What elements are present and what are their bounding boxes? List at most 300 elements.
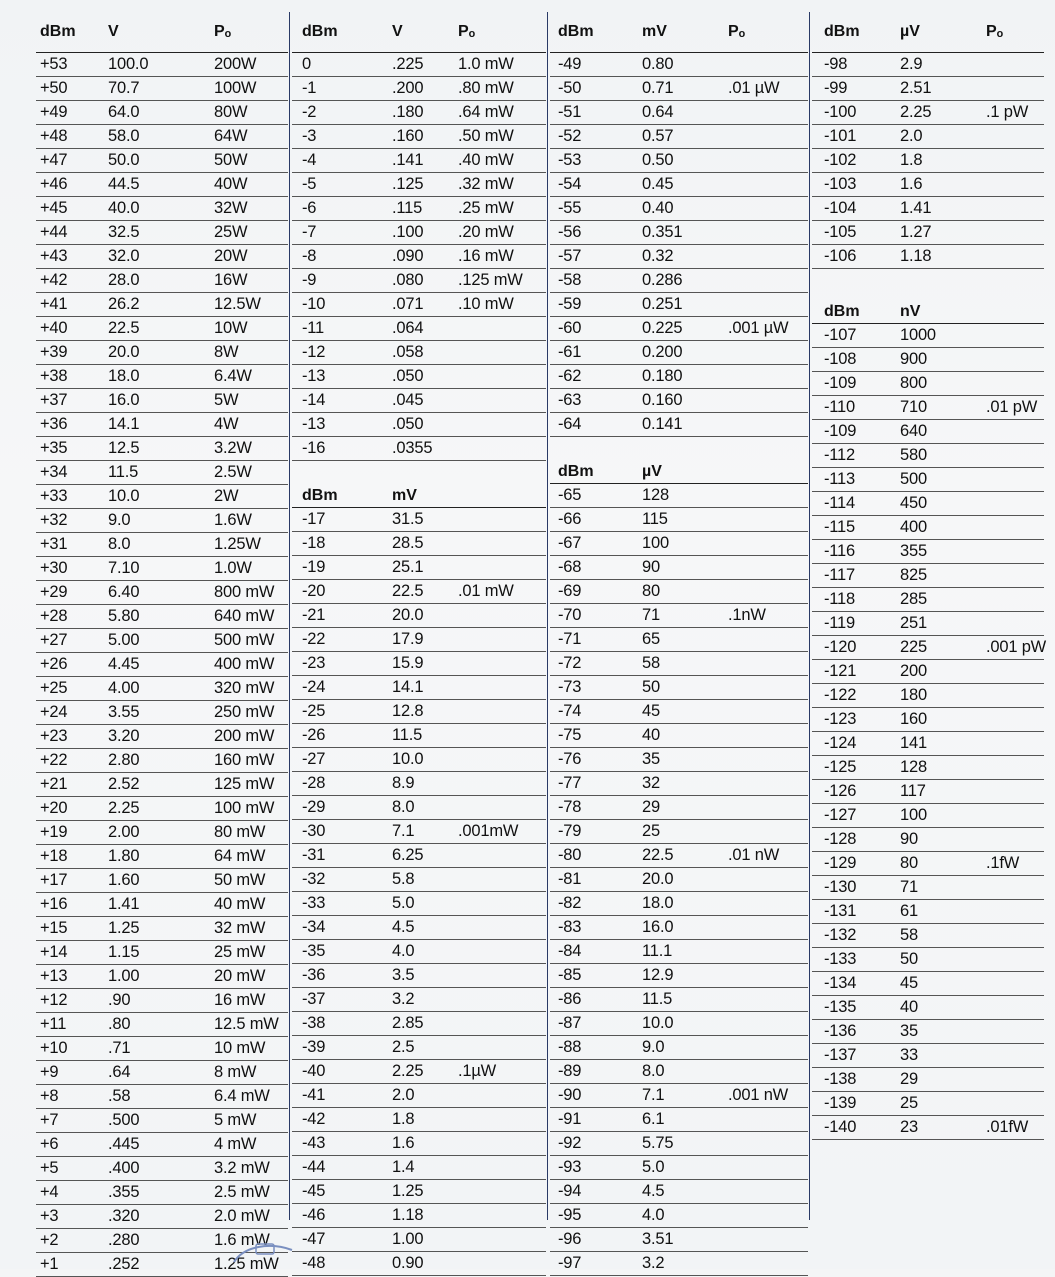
- voltage-cell: .115: [392, 199, 423, 217]
- voltage-cell: 580: [900, 446, 927, 464]
- dbm-cell: +19: [40, 823, 68, 841]
- voltage-cell: 0.80: [642, 55, 674, 73]
- voltage-cell: 5.75: [642, 1134, 674, 1152]
- voltage-header: mV: [642, 23, 667, 40]
- table-row: [36, 437, 288, 461]
- table-row: [292, 940, 546, 964]
- power-cell: 5 mW: [214, 1111, 257, 1129]
- table-row: [550, 844, 808, 868]
- dbm-header: dBm: [302, 487, 338, 504]
- voltage-cell: 14.1: [392, 678, 424, 696]
- table-row: [812, 900, 1044, 924]
- dbm-cell: +9: [40, 1063, 59, 1081]
- table-subheader: [550, 460, 808, 484]
- dbm-cell: +53: [40, 55, 68, 73]
- table-row: [292, 77, 546, 101]
- voltage-cell: 1.00: [392, 1230, 424, 1248]
- dbm-cell: -116: [824, 542, 855, 560]
- power-cell: 1.0W: [214, 559, 252, 577]
- table-row: [550, 1084, 808, 1108]
- voltage-cell: 29: [642, 798, 660, 816]
- voltage-header: nV: [900, 303, 921, 320]
- table-row: [550, 652, 808, 676]
- table-row: [292, 1180, 546, 1204]
- dbm-cell: -113: [824, 470, 855, 488]
- table-row: [812, 53, 1044, 77]
- dbm-header: dBm: [824, 23, 860, 40]
- voltage-cell: 35: [642, 750, 660, 768]
- dbm-cell: +34: [40, 463, 68, 481]
- voltage-cell: 71: [900, 878, 918, 896]
- dbm-cell: +11: [40, 1015, 67, 1033]
- table-row: [550, 892, 808, 916]
- voltage-cell: 58.0: [108, 127, 140, 145]
- table-header: [550, 14, 808, 53]
- power-header: Pₒ: [458, 23, 476, 40]
- dbm-cell: -42: [302, 1110, 326, 1128]
- dbm-cell: -81: [558, 870, 582, 888]
- table-row: [550, 245, 808, 269]
- voltage-cell: 15.9: [392, 654, 424, 672]
- dbm-cell: +36: [40, 415, 68, 433]
- dbm-header: dBm: [302, 23, 338, 40]
- dbm-cell: -96: [558, 1230, 582, 1248]
- voltage-cell: 2.25: [900, 103, 932, 121]
- table-row: [36, 1205, 288, 1229]
- dbm-cell: -65: [558, 486, 582, 504]
- column-divider-1: [289, 12, 290, 1220]
- table-row: [812, 636, 1047, 660]
- power-cell: 200 mW: [214, 727, 275, 745]
- table-row: [36, 269, 288, 293]
- dbm-cell: -133: [824, 950, 857, 968]
- dbm-cell: -23: [302, 654, 326, 672]
- table-row: [812, 804, 1044, 828]
- table-row: [292, 868, 546, 892]
- dbm-cell: -115: [824, 518, 855, 536]
- dbm-cell: -54: [558, 175, 582, 193]
- dbm-cell: +29: [40, 583, 68, 601]
- table-row: [550, 820, 808, 844]
- power-cell: 3.2 mW: [214, 1159, 270, 1177]
- voltage-cell: 28.5: [392, 534, 424, 552]
- power-cell: 64 mW: [214, 847, 266, 865]
- table-row: [550, 1108, 808, 1132]
- table-row: [812, 756, 1044, 780]
- power-cell: 80 mW: [214, 823, 266, 841]
- table-row: [812, 468, 1044, 492]
- table-row: [36, 485, 288, 509]
- dbm-cell: -103: [824, 175, 857, 193]
- voltage-cell: 1.27: [900, 223, 932, 241]
- voltage-cell: 640: [900, 422, 927, 440]
- dbm-cell: -24: [302, 678, 326, 696]
- voltage-cell: 0.57: [642, 127, 674, 145]
- table-row: [36, 869, 288, 893]
- voltage-cell: 31.5: [392, 510, 424, 528]
- voltage-cell: 8.0: [392, 798, 415, 816]
- dbm-cell: -98: [824, 55, 848, 73]
- dbm-cell: -132: [824, 926, 857, 944]
- printed-logo-icon: [230, 1236, 300, 1271]
- table-header: [292, 14, 546, 53]
- voltage-cell: 0.45: [642, 175, 674, 193]
- power-cell: 40 mW: [214, 895, 266, 913]
- table-row: [812, 492, 1044, 516]
- dbm-cell: -32: [302, 870, 326, 888]
- power-cell: 25W: [214, 223, 248, 241]
- voltage-cell: 16.0: [642, 918, 674, 936]
- power-cell: .01 nW: [728, 846, 780, 864]
- power-cell: 4W: [214, 415, 239, 433]
- voltage-cell: 3.51: [642, 1230, 674, 1248]
- voltage-cell: 450: [900, 494, 927, 512]
- table-row: [292, 820, 546, 844]
- power-cell: .40 mW: [458, 151, 514, 169]
- voltage-cell: 9.0: [108, 511, 131, 529]
- power-cell: 12.5 mW: [214, 1015, 279, 1033]
- table-row: [550, 772, 808, 796]
- power-cell: 25 mW: [214, 943, 266, 961]
- table-row: [292, 604, 546, 628]
- dbm-cell: -9: [302, 271, 317, 289]
- power-cell: 1.25W: [214, 535, 261, 553]
- dbm-cell: -21: [302, 606, 326, 624]
- voltage-cell: .045: [392, 391, 424, 409]
- voltage-cell: 100: [642, 534, 669, 552]
- table-row: [36, 629, 288, 653]
- voltage-cell: 64.0: [108, 103, 140, 121]
- dbm-cell: +13: [40, 967, 68, 985]
- power-cell: .32 mW: [458, 175, 514, 193]
- dbm-cell: -56: [558, 223, 582, 241]
- table-row: [36, 197, 288, 221]
- dbm-cell: -3: [302, 127, 317, 145]
- table-row: [36, 245, 288, 269]
- voltage-header: µV: [900, 23, 920, 40]
- voltage-cell: 285: [900, 590, 927, 608]
- voltage-cell: 2.52: [108, 775, 140, 793]
- dbm-cell: +26: [40, 655, 68, 673]
- table-row: [812, 125, 1044, 149]
- table-section-1: [36, 14, 288, 1277]
- table-row: [812, 101, 1044, 125]
- voltage-cell: .64: [108, 1063, 131, 1081]
- table-row: [550, 796, 808, 820]
- table-row: [36, 797, 288, 821]
- table-row: [292, 365, 546, 389]
- dbm-cell: -101: [824, 127, 857, 145]
- power-cell: 500 mW: [214, 631, 275, 649]
- table-row: [36, 1037, 288, 1061]
- dbm-cell: -84: [558, 942, 582, 960]
- power-cell: 20 mW: [214, 967, 266, 985]
- dbm-cell: +20: [40, 799, 68, 817]
- voltage-cell: 32.0: [108, 247, 140, 265]
- table-row: [812, 221, 1044, 245]
- table-row: [36, 1085, 288, 1109]
- power-cell: 10W: [214, 319, 248, 337]
- power-cell: 400 mW: [214, 655, 275, 673]
- voltage-cell: 6.40: [108, 583, 140, 601]
- table-row: [812, 149, 1044, 173]
- voltage-cell: 90: [642, 558, 660, 576]
- table-row: [292, 1036, 546, 1060]
- voltage-cell: 3.2: [642, 1254, 665, 1272]
- table-row: [550, 173, 808, 197]
- dbm-cell: +5: [40, 1159, 59, 1177]
- voltage-cell: .80: [108, 1015, 131, 1033]
- voltage-cell: 117: [900, 782, 926, 800]
- dbm-cell: -91: [558, 1110, 582, 1128]
- table-section-3: [550, 14, 808, 1276]
- table-row: [550, 269, 808, 293]
- dbm-cell: -25: [302, 702, 326, 720]
- table-row: [36, 773, 288, 797]
- table-row: [292, 700, 546, 724]
- voltage-cell: 1.41: [108, 895, 140, 913]
- dbm-cell: -2: [302, 103, 317, 121]
- table-row: [292, 1084, 546, 1108]
- table-row: [550, 1180, 808, 1204]
- voltage-cell: .058: [392, 343, 424, 361]
- dbm-cell: -118: [824, 590, 855, 608]
- dbm-cell: +15: [40, 919, 68, 937]
- table-row: [36, 941, 288, 965]
- table-row: [550, 221, 808, 245]
- dbm-cell: -71: [558, 630, 582, 648]
- voltage-header: mV: [392, 487, 417, 504]
- voltage-cell: 22.5: [392, 582, 424, 600]
- section-spacer: [812, 269, 1044, 300]
- voltage-cell: 160: [900, 710, 927, 728]
- dbm-cell: +22: [40, 751, 68, 769]
- table-row: [812, 77, 1044, 101]
- table-row: [550, 556, 808, 580]
- power-cell: .10 mW: [458, 295, 514, 313]
- table-row: [812, 732, 1044, 756]
- voltage-cell: 6.1: [642, 1110, 665, 1128]
- dbm-cell: +12: [40, 991, 68, 1009]
- dbm-cell: +18: [40, 847, 68, 865]
- table-row: [550, 916, 808, 940]
- voltage-cell: 65: [642, 630, 660, 648]
- voltage-cell: 40: [900, 998, 918, 1016]
- table-row: [36, 533, 288, 557]
- table-row: [36, 461, 288, 485]
- power-cell: 32 mW: [214, 919, 266, 937]
- dbm-header: dBm: [824, 303, 860, 320]
- power-cell: 640 mW: [214, 607, 275, 625]
- table-row: [812, 197, 1044, 221]
- voltage-cell: 4.00: [108, 679, 140, 697]
- voltage-cell: 1.15: [108, 943, 140, 961]
- table-row: [812, 876, 1044, 900]
- power-cell: .1µW: [458, 1062, 497, 1080]
- voltage-cell: .400: [108, 1159, 140, 1177]
- dbm-cell: +25: [40, 679, 68, 697]
- table-row: [550, 341, 808, 365]
- table-row: [812, 828, 1044, 852]
- dbm-cell: -104: [824, 199, 857, 217]
- voltage-cell: 0.286: [642, 271, 683, 289]
- voltage-cell: 8.0: [108, 535, 131, 553]
- power-cell: 200W: [214, 55, 257, 73]
- voltage-cell: 1.8: [900, 151, 923, 169]
- voltage-cell: 0.160: [642, 391, 683, 409]
- section-spacer: [550, 437, 808, 460]
- dbm-cell: -22: [302, 630, 326, 648]
- table-row: [812, 924, 1044, 948]
- voltage-cell: 500: [900, 470, 927, 488]
- table-row: [550, 628, 808, 652]
- voltage-cell: 225: [900, 638, 927, 656]
- table-row: [812, 324, 1044, 348]
- voltage-cell: .100: [392, 223, 424, 241]
- dbm-cell: -72: [558, 654, 582, 672]
- dbm-cell: -79: [558, 822, 582, 840]
- table-row: [292, 149, 546, 173]
- table-header: [36, 14, 288, 53]
- voltage-cell: 4.5: [392, 918, 415, 936]
- dbm-cell: +47: [40, 151, 68, 169]
- voltage-cell: 8.0: [642, 1062, 665, 1080]
- voltage-cell: .355: [108, 1183, 140, 1201]
- dbm-cell: -78: [558, 798, 582, 816]
- voltage-cell: 44.5: [108, 175, 140, 193]
- voltage-cell: 0.71: [642, 79, 674, 97]
- voltage-cell: 128: [642, 486, 669, 504]
- dbm-cell: -38: [302, 1014, 326, 1032]
- voltage-cell: 18.0: [108, 367, 140, 385]
- voltage-cell: 1.8: [392, 1110, 415, 1128]
- power-cell: 160 mW: [214, 751, 275, 769]
- dbm-cell: -100: [824, 103, 857, 121]
- voltage-cell: 2.9: [900, 55, 923, 73]
- voltage-cell: 22.5: [108, 319, 140, 337]
- dbm-cell: -28: [302, 774, 326, 792]
- voltage-cell: 33: [900, 1046, 918, 1064]
- table-row: [292, 1132, 546, 1156]
- table-row: [36, 101, 288, 125]
- dbm-cell: -95: [558, 1206, 582, 1224]
- dbm-cell: +8: [40, 1087, 59, 1105]
- dbm-cell: -13: [302, 367, 326, 385]
- voltage-cell: .080: [392, 271, 424, 289]
- voltage-cell: 9.0: [642, 1038, 665, 1056]
- voltage-cell: 0.64: [642, 103, 674, 121]
- dbm-cell: -39: [302, 1038, 326, 1056]
- voltage-cell: 45: [642, 702, 660, 720]
- power-header: Pₒ: [986, 23, 1004, 40]
- dbm-cell: +49: [40, 103, 68, 121]
- dbm-cell: -82: [558, 894, 582, 912]
- table-row: [36, 1157, 288, 1181]
- dbm-cell: +38: [40, 367, 68, 385]
- table-row: [550, 748, 808, 772]
- dbm-cell: -7: [302, 223, 317, 241]
- dbm-cell: -127: [824, 806, 857, 824]
- dbm-cell: -128: [824, 830, 857, 848]
- table-row: [36, 701, 288, 725]
- dbm-cell: -68: [558, 558, 582, 576]
- power-cell: 12.5W: [214, 295, 261, 313]
- power-cell: 250 mW: [214, 703, 275, 721]
- dbm-cell: -105: [824, 223, 857, 241]
- dbm-cell: +21: [40, 775, 68, 793]
- table-row: [550, 1204, 808, 1228]
- dbm-cell: -62: [558, 367, 582, 385]
- table-row: [550, 77, 808, 101]
- power-cell: 100 mW: [214, 799, 275, 817]
- power-cell: 2.5 mW: [214, 1183, 270, 1201]
- table-subheader: [812, 300, 1044, 324]
- dbm-cell: -36: [302, 966, 326, 984]
- dbm-cell: +16: [40, 895, 68, 913]
- voltage-cell: .225: [392, 55, 424, 73]
- dbm-header: dBm: [40, 23, 76, 40]
- table-row: [292, 437, 546, 461]
- dbm-cell: -53: [558, 151, 582, 169]
- table-row: [550, 149, 808, 173]
- power-cell: 6.4 mW: [214, 1087, 270, 1105]
- dbm-cell: -138: [824, 1070, 857, 1088]
- dbm-cell: -47: [302, 1230, 326, 1248]
- table-row: [36, 125, 288, 149]
- voltage-header: V: [108, 23, 119, 40]
- table-row: [550, 53, 808, 77]
- dbm-cell: -19: [302, 558, 326, 576]
- table-row: [36, 821, 288, 845]
- dbm-cell: -35: [302, 942, 326, 960]
- table-row: [550, 964, 808, 988]
- dbm-cell: +4: [40, 1183, 59, 1201]
- table-row: [36, 1109, 288, 1133]
- voltage-cell: 1.00: [108, 967, 140, 985]
- dbm-cell: +30: [40, 559, 68, 577]
- table-row: [292, 676, 546, 700]
- table-row: [550, 293, 808, 317]
- table-row: [550, 988, 808, 1012]
- table-row: [292, 125, 546, 149]
- voltage-cell: 58: [900, 926, 918, 944]
- table-row: [292, 1204, 546, 1228]
- dbm-cell: -136: [824, 1022, 857, 1040]
- table-row: [550, 532, 808, 556]
- voltage-cell: 45: [900, 974, 918, 992]
- power-cell: 2.0 mW: [214, 1207, 270, 1225]
- dbm-cell: -11: [302, 319, 325, 337]
- dbm-cell: -122: [824, 686, 857, 704]
- power-cell: .50 mW: [458, 127, 514, 145]
- table-row: [550, 676, 808, 700]
- dbm-cell: -58: [558, 271, 582, 289]
- dbm-cell: +3: [40, 1207, 59, 1225]
- voltage-cell: 6.25: [392, 846, 424, 864]
- voltage-cell: 115: [642, 510, 668, 528]
- dbm-cell: -1: [302, 79, 317, 97]
- table-row: [36, 365, 288, 389]
- table-row: [36, 677, 288, 701]
- dbm-cell: +32: [40, 511, 68, 529]
- power-cell: 64W: [214, 127, 248, 145]
- table-row: [292, 389, 546, 413]
- table-row: [36, 173, 288, 197]
- table-row: [550, 197, 808, 221]
- voltage-cell: 5.8: [392, 870, 415, 888]
- dbm-cell: -57: [558, 247, 582, 265]
- voltage-cell: 25: [642, 822, 660, 840]
